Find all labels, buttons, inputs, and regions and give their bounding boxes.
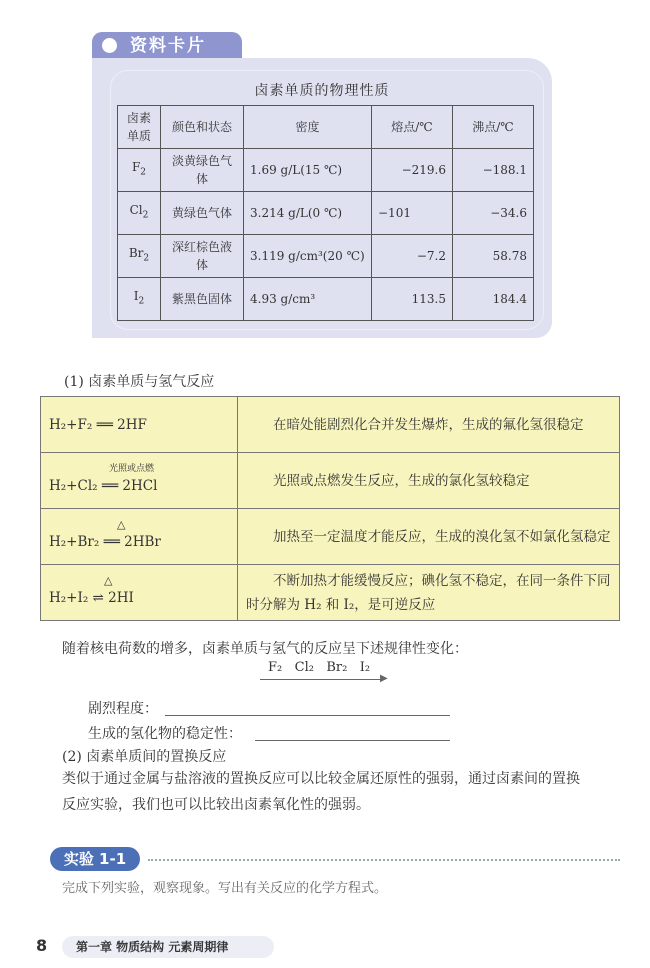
- element-cell: $Br_2$: [118, 235, 161, 278]
- table-row: [118, 192, 534, 235]
- properties-table: [117, 105, 534, 321]
- blank1-label: 剧烈程度：: [88, 701, 158, 717]
- description-cell: 在暗处能剧烈化合并发生爆炸，生成的氟化氢很稳定: [238, 397, 620, 453]
- equation-cell: △ H₂+Br₂ ══ 2HBr: [41, 509, 238, 565]
- element-cell: $F_2$: [118, 149, 161, 192]
- reactions-table: [40, 396, 620, 621]
- melting-point-cell: 113.5: [372, 278, 453, 321]
- color-state-cell: 淡黄绿色气体: [161, 149, 244, 192]
- trend-arrow: [260, 679, 384, 680]
- info-card-tab: [92, 32, 242, 60]
- header-cell: 熔点/℃: [372, 106, 453, 149]
- dotted-divider: [148, 859, 620, 861]
- paragraph-line: 类似于通过金属与盐溶液的置换反应可以比较金属还原性的强弱，通过卤素间的置换: [62, 771, 580, 787]
- melting-point-cell: −101: [372, 192, 453, 235]
- header-cell: 沸点/℃: [453, 106, 534, 149]
- equation-cell: 光照或点燃 H₂+Cl₂ ══ 2HCl: [41, 453, 238, 509]
- table-row: [118, 235, 534, 278]
- boiling-point-cell: −188.1: [453, 149, 534, 192]
- table-row: [118, 149, 534, 192]
- reaction-condition: △: [117, 517, 126, 531]
- density-cell: 3.214 g/L(0 ℃): [244, 192, 372, 235]
- description-cell: 不断加热才能缓慢反应；碘化氢不稳定，在同一条件下同时分解为 H₂ 和 I₂，是可逆反应: [238, 565, 620, 621]
- melting-point-cell: −219.6: [372, 149, 453, 192]
- equation-cell: △ H₂+I₂ ⇌ 2HI: [41, 565, 238, 621]
- boiling-point-cell: 58.78: [453, 235, 534, 278]
- density-cell: 1.69 g/L(15 ℃): [244, 149, 372, 192]
- table-title: 卤素单质的物理性质: [254, 83, 390, 99]
- blank2-line: [255, 740, 450, 741]
- equation-cell: H₂+F₂ ══ 2HF: [41, 397, 238, 453]
- header-cell: 卤素单质: [118, 106, 161, 149]
- arrow-head-icon: ▶: [380, 673, 388, 684]
- element-cell: $I_2$: [118, 278, 161, 321]
- trend-text: 随着核电荷数的增多，卤素单质与氢气的反应呈下述规律性变化：: [62, 641, 468, 657]
- color-state-cell: 黄绿色气体: [161, 192, 244, 235]
- density-cell: 4.93 g/cm³: [244, 278, 372, 321]
- description-cell: 光照或点燃发生反应，生成的氯化氢较稳定: [238, 453, 620, 509]
- section2-heading: (2) 卤素单质间的置换反应: [62, 749, 227, 765]
- color-state-cell: 深红棕色液体: [161, 235, 244, 278]
- paragraph-line: 反应实验，我们也可以比较出卤素氧化性的强弱。: [62, 797, 370, 813]
- table-header-row: [118, 106, 534, 149]
- circle-icon: [102, 38, 117, 53]
- boiling-point-cell: −34.6: [453, 192, 534, 235]
- header-cell: 颜色和状态: [161, 106, 244, 149]
- section1-heading: (1) 卤素单质与氢气反应: [64, 374, 215, 390]
- table-row: [41, 453, 620, 509]
- experiment-badge: 实验 1-1: [50, 847, 140, 871]
- page-number: 8: [36, 936, 48, 955]
- density-cell: 3.119 g/cm³(20 ℃): [244, 235, 372, 278]
- header-cell: 密度: [244, 106, 372, 149]
- blank2-label: 生成的氢化物的稳定性：: [88, 726, 242, 742]
- color-state-cell: 紫黑色固体: [161, 278, 244, 321]
- experiment-instruction: 完成下列实验，观察现象。写出有关反应的化学方程式。: [62, 881, 388, 896]
- melting-point-cell: −7.2: [372, 235, 453, 278]
- table-row: [118, 278, 534, 321]
- table-row: [41, 397, 620, 453]
- description-cell: 加热至一定温度才能反应，生成的溴化氢不如氯化氢稳定: [238, 509, 620, 565]
- boiling-point-cell: 184.4: [453, 278, 534, 321]
- reaction-condition: 光照或点燃: [109, 463, 155, 474]
- blank1-line: [165, 715, 450, 716]
- trend-sequence: F₂ Cl₂ Br₂ I₂: [268, 660, 371, 675]
- reaction-condition: △: [104, 573, 113, 587]
- element-cell: $Cl_2$: [118, 192, 161, 235]
- chapter-title: 第一章 物质结构 元素周期律: [62, 936, 274, 958]
- table-row: [41, 565, 620, 621]
- info-card-label: 资料卡片: [130, 36, 206, 56]
- table-row: [41, 509, 620, 565]
